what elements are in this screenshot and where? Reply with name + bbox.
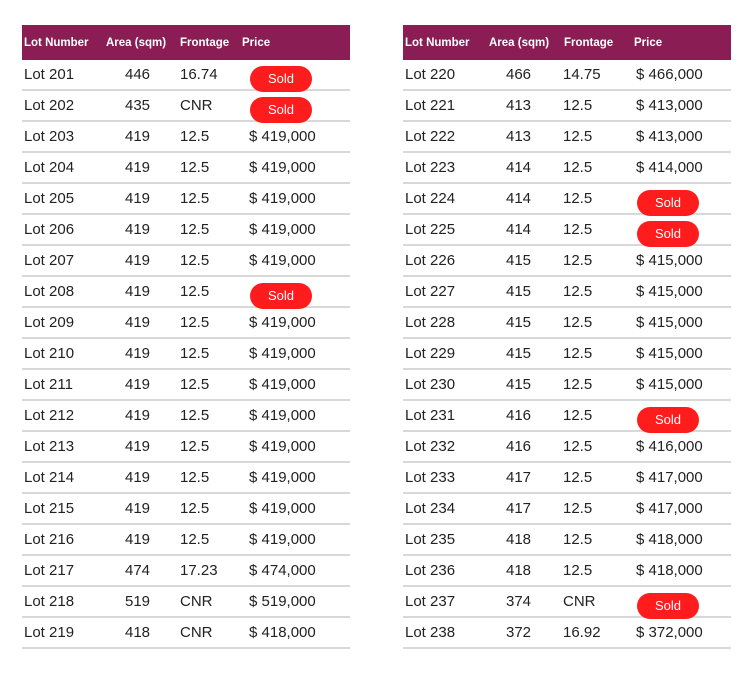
- sold-badge: Sold: [637, 407, 699, 433]
- area-cell: 414: [506, 190, 532, 207]
- table-row: [22, 308, 350, 339]
- area-cell: 415: [506, 345, 532, 362]
- table-row: [22, 587, 350, 618]
- lot-price-table-right: [403, 25, 731, 649]
- table-row: [22, 370, 350, 401]
- price-cell: $ 418,000: [636, 531, 703, 548]
- table-row: [22, 246, 350, 277]
- frontage-cell: CNR: [180, 97, 213, 114]
- table-row: [403, 308, 731, 339]
- price-cell: $ 417,000: [636, 469, 703, 486]
- price-cell: $ 419,000: [249, 252, 316, 269]
- price-cell: $ 419,000: [249, 128, 316, 145]
- table-row: [403, 432, 731, 463]
- area-cell: 413: [506, 97, 532, 114]
- lot-cell: Lot 234: [405, 500, 456, 517]
- lot-cell: Lot 232: [405, 438, 456, 455]
- area-cell: 418: [506, 562, 532, 579]
- price-cell: $ 415,000: [636, 252, 703, 269]
- table-row: [22, 525, 350, 556]
- table-row: [22, 277, 350, 308]
- area-cell: 415: [506, 376, 532, 393]
- frontage-cell: 14.75: [563, 66, 601, 83]
- area-cell: 413: [506, 128, 532, 145]
- area-cell: 415: [506, 252, 532, 269]
- lot-price-table-left: [22, 25, 350, 649]
- price-cell: $ 413,000: [636, 97, 703, 114]
- area-cell: 435: [125, 97, 151, 114]
- frontage-cell: 12.5: [563, 159, 593, 176]
- frontage-cell: 12.5: [563, 283, 593, 300]
- frontage-cell: 12.5: [563, 562, 593, 579]
- price-cell: $ 416,000: [636, 438, 703, 455]
- price-cell: $ 419,000: [249, 190, 316, 207]
- frontage-cell: 12.5: [563, 407, 593, 424]
- table-row: [403, 556, 731, 587]
- frontage-cell: 12.5: [563, 190, 593, 207]
- price-cell: $ 414,000: [636, 159, 703, 176]
- area-cell: 419: [125, 128, 151, 145]
- header-area: Area (sqm): [106, 36, 167, 49]
- frontage-cell: 12.5: [563, 252, 593, 269]
- table-row: [22, 122, 350, 153]
- table-body: [403, 60, 731, 649]
- area-cell: 519: [125, 593, 151, 610]
- table-row: [403, 339, 731, 370]
- frontage-cell: 12.5: [180, 190, 210, 207]
- header-price: Price: [634, 36, 663, 49]
- frontage-cell: 12.5: [180, 128, 210, 145]
- area-cell: 419: [125, 345, 151, 362]
- frontage-cell: 12.5: [563, 345, 593, 362]
- price-cell: $ 372,000: [636, 624, 703, 641]
- area-cell: 466: [506, 66, 532, 83]
- frontage-cell: 17.23: [180, 562, 218, 579]
- table-row: [403, 277, 731, 308]
- table-row: [403, 587, 731, 618]
- lot-cell: Lot 214: [24, 469, 75, 486]
- frontage-cell: CNR: [563, 593, 596, 610]
- lot-cell: Lot 231: [405, 407, 456, 424]
- table-row: [403, 494, 731, 525]
- lot-cell: Lot 203: [24, 128, 75, 145]
- lot-cell: Lot 221: [405, 97, 456, 114]
- table-row: [22, 556, 350, 587]
- table-header: [403, 25, 731, 60]
- lot-cell: Lot 233: [405, 469, 456, 486]
- table-row: [403, 215, 731, 246]
- table-row: [403, 401, 731, 432]
- frontage-cell: 12.5: [563, 314, 593, 331]
- price-cell: $ 413,000: [636, 128, 703, 145]
- price-cell: $ 419,000: [249, 314, 316, 331]
- lot-cell: Lot 204: [24, 159, 75, 176]
- lot-cell: Lot 210: [24, 345, 75, 362]
- lot-cell: Lot 220: [405, 66, 456, 83]
- sold-badge: Sold: [250, 66, 312, 92]
- lot-cell: Lot 213: [24, 438, 75, 455]
- lot-cell: Lot 238: [405, 624, 456, 641]
- table-body: [22, 60, 350, 649]
- table-row: [403, 60, 731, 91]
- lot-cell: Lot 229: [405, 345, 456, 362]
- area-cell: 419: [125, 407, 151, 424]
- lot-cell: Lot 237: [405, 593, 456, 610]
- lot-cell: Lot 216: [24, 531, 75, 548]
- table-row: [22, 494, 350, 525]
- frontage-cell: 12.5: [180, 159, 210, 176]
- area-cell: 417: [506, 469, 532, 486]
- area-cell: 419: [125, 531, 151, 548]
- lot-cell: Lot 217: [24, 562, 75, 579]
- price-cell: $ 419,000: [249, 531, 316, 548]
- lot-cell: Lot 202: [24, 97, 75, 114]
- area-cell: 474: [125, 562, 151, 579]
- price-cell: $ 466,000: [636, 66, 703, 83]
- price-cell: $ 419,000: [249, 159, 316, 176]
- price-cell: $ 417,000: [636, 500, 703, 517]
- table-header: [22, 25, 350, 60]
- lot-cell: Lot 212: [24, 407, 75, 424]
- price-cell: $ 419,000: [249, 345, 316, 362]
- area-cell: 419: [125, 252, 151, 269]
- table-row: [403, 184, 731, 215]
- frontage-cell: 12.5: [563, 97, 593, 114]
- area-cell: 418: [506, 531, 532, 548]
- lot-cell: Lot 201: [24, 66, 75, 83]
- frontage-cell: CNR: [180, 624, 213, 641]
- area-cell: 414: [506, 221, 532, 238]
- price-cell: $ 415,000: [636, 283, 703, 300]
- area-cell: 419: [125, 469, 151, 486]
- table-row: [403, 91, 731, 122]
- area-cell: 419: [125, 283, 151, 300]
- frontage-cell: 12.5: [180, 407, 210, 424]
- area-cell: 418: [125, 624, 151, 641]
- table-row: [22, 401, 350, 432]
- price-cell: $ 418,000: [636, 562, 703, 579]
- price-cell: $ 415,000: [636, 345, 703, 362]
- price-cell: $ 419,000: [249, 469, 316, 486]
- price-cell: $ 418,000: [249, 624, 316, 641]
- frontage-cell: 12.5: [180, 376, 210, 393]
- table-row: [22, 432, 350, 463]
- table-row: [403, 370, 731, 401]
- frontage-cell: 12.5: [180, 500, 210, 517]
- lot-cell: Lot 224: [405, 190, 456, 207]
- table-row: [403, 618, 731, 649]
- lot-cell: Lot 211: [24, 376, 73, 393]
- area-cell: 419: [125, 438, 151, 455]
- lot-cell: Lot 209: [24, 314, 75, 331]
- table-row: [403, 122, 731, 153]
- lot-cell: Lot 228: [405, 314, 456, 331]
- frontage-cell: 12.5: [180, 221, 210, 238]
- area-cell: 419: [125, 190, 151, 207]
- area-cell: 419: [125, 376, 151, 393]
- sold-badge: Sold: [637, 593, 699, 619]
- sold-badge: Sold: [637, 190, 699, 216]
- frontage-cell: 12.5: [563, 438, 593, 455]
- table-row: [22, 184, 350, 215]
- frontage-cell: 16.74: [180, 66, 218, 83]
- area-cell: 419: [125, 159, 151, 176]
- table-row: [403, 153, 731, 184]
- header-lot-number: Lot Number: [405, 36, 470, 49]
- table-row: [403, 525, 731, 556]
- lot-cell: Lot 236: [405, 562, 456, 579]
- frontage-cell: 12.5: [563, 128, 593, 145]
- lot-cell: Lot 230: [405, 376, 456, 393]
- lot-cell: Lot 208: [24, 283, 75, 300]
- frontage-cell: CNR: [180, 593, 213, 610]
- frontage-cell: 12.5: [180, 252, 210, 269]
- table-row: [22, 60, 350, 91]
- frontage-cell: 16.92: [563, 624, 601, 641]
- area-cell: 416: [506, 407, 532, 424]
- area-cell: 416: [506, 438, 532, 455]
- price-cell: $ 519,000: [249, 593, 316, 610]
- frontage-cell: 12.5: [180, 283, 210, 300]
- area-cell: 446: [125, 66, 151, 83]
- price-cell: $ 419,000: [249, 376, 316, 393]
- price-cell: $ 419,000: [249, 407, 316, 424]
- header-price: Price: [242, 36, 271, 49]
- frontage-cell: 12.5: [563, 500, 593, 517]
- frontage-cell: 12.5: [563, 531, 593, 548]
- frontage-cell: 12.5: [563, 221, 593, 238]
- price-cell: $ 474,000: [249, 562, 316, 579]
- table-row: [403, 463, 731, 494]
- lot-cell: Lot 225: [405, 221, 456, 238]
- frontage-cell: 12.5: [563, 469, 593, 486]
- area-cell: 415: [506, 314, 532, 331]
- lot-cell: Lot 235: [405, 531, 456, 548]
- price-cell: $ 415,000: [636, 376, 703, 393]
- area-cell: 417: [506, 500, 532, 517]
- sold-badge: Sold: [250, 283, 312, 309]
- lot-cell: Lot 227: [405, 283, 456, 300]
- area-cell: 372: [506, 624, 532, 641]
- lot-cell: Lot 223: [405, 159, 456, 176]
- frontage-cell: 12.5: [180, 314, 210, 331]
- lot-cell: Lot 205: [24, 190, 75, 207]
- price-cell: $ 419,000: [249, 500, 316, 517]
- header-frontage: Frontage: [180, 36, 230, 49]
- table-row: [22, 91, 350, 122]
- area-cell: 419: [125, 221, 151, 238]
- area-cell: 415: [506, 283, 532, 300]
- lot-cell: Lot 222: [405, 128, 456, 145]
- sold-badge: Sold: [637, 221, 699, 247]
- frontage-cell: 12.5: [180, 531, 210, 548]
- table-row: [403, 246, 731, 277]
- lot-cell: Lot 215: [24, 500, 75, 517]
- frontage-cell: 12.5: [180, 469, 210, 486]
- table-row: [22, 153, 350, 184]
- price-cell: $ 415,000: [636, 314, 703, 331]
- table-row: [22, 339, 350, 370]
- lot-cell: Lot 219: [24, 624, 75, 641]
- price-cell: $ 419,000: [249, 438, 316, 455]
- table-row: [22, 463, 350, 494]
- lot-cell: Lot 218: [24, 593, 75, 610]
- header-area: Area (sqm): [489, 36, 550, 49]
- area-cell: 419: [125, 314, 151, 331]
- table-row: [22, 618, 350, 649]
- header-lot-number: Lot Number: [24, 36, 89, 49]
- lot-cell: Lot 206: [24, 221, 75, 238]
- area-cell: 419: [125, 500, 151, 517]
- lot-cell: Lot 226: [405, 252, 456, 269]
- area-cell: 374: [506, 593, 532, 610]
- table-row: [22, 215, 350, 246]
- frontage-cell: 12.5: [563, 376, 593, 393]
- lot-cell: Lot 207: [24, 252, 75, 269]
- sold-badge: Sold: [250, 97, 312, 123]
- price-cell: $ 419,000: [249, 221, 316, 238]
- frontage-cell: 12.5: [180, 438, 210, 455]
- header-frontage: Frontage: [564, 36, 614, 49]
- frontage-cell: 12.5: [180, 345, 210, 362]
- area-cell: 414: [506, 159, 532, 176]
